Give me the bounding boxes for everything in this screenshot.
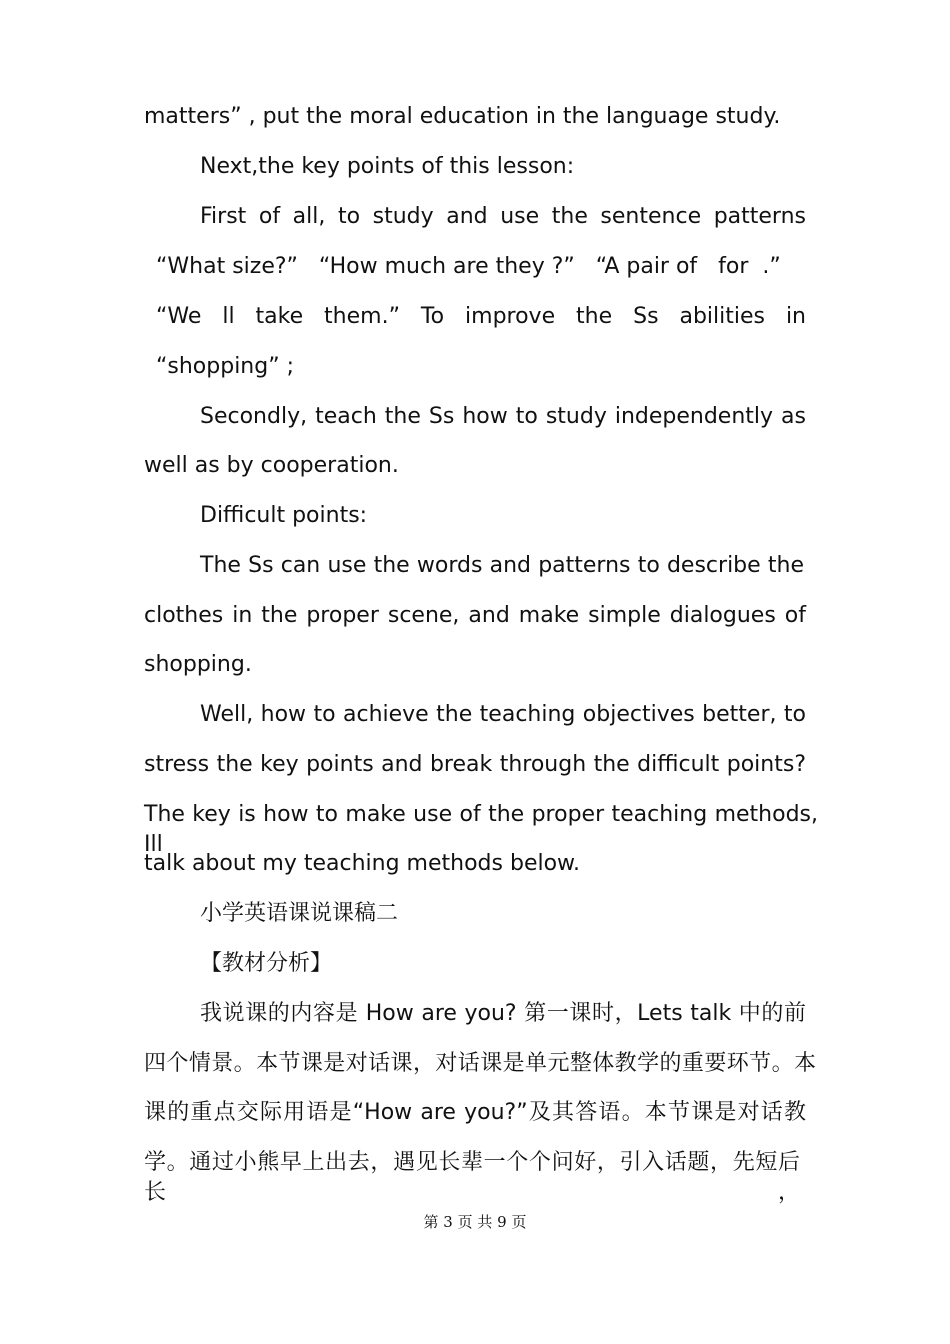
text-line: well as by cooperation.: [144, 453, 399, 478]
text-line: shopping.: [144, 652, 252, 677]
text-line: “shopping” ;: [156, 354, 295, 379]
text-line: Difficult points:: [200, 503, 368, 528]
text-line: clothes in the proper scene, and make simple dialogues of: [144, 603, 806, 628]
text-line: Well, how to achieve the teaching objectives better, to: [200, 702, 806, 727]
text-line: First of all, to study and use the sentence patterns: [200, 204, 806, 229]
text-line: Next,the key points of this lesson:: [200, 154, 575, 179]
text-line: The Ss can use the words and patterns to describe the: [200, 553, 804, 578]
text-line: 四个情景。本节课是对话课，对话课是单元整体教学的重要环节。本: [144, 1051, 816, 1076]
section-title: 小学英语课说课稿二: [200, 901, 399, 926]
text-line: talk about my teaching methods below.: [144, 851, 581, 876]
text-line: “We ll take them.” To improve the Ss abilities in: [156, 304, 806, 329]
text-line: The key is how to make use of the proper teaching methods, Ill: [144, 802, 818, 857]
text-line: “What size?” “How much are they ?” “A pair of for .”: [156, 254, 781, 279]
page-number-footer: 第 3 页 共 9 页: [423, 1213, 527, 1231]
text-line: matters” , put the moral education in the language study.: [144, 104, 781, 129]
text-line: 学。通过小熊早上出去，遇见长辈一个个问好，引入话题，先短后长，: [144, 1150, 800, 1205]
text-line: stress the key points and break through the difficult points?: [144, 752, 806, 777]
text-line: 我说课的内容是 How are you? 第一课时，Lets talk 中的前: [200, 1001, 806, 1026]
text-line: Secondly, teach the Ss how to study independently as: [200, 404, 806, 429]
text-line: 课的重点交际用语是“How are you?”及其答语。本节课是对话教: [144, 1100, 806, 1125]
section-heading: 【教材分析】: [200, 951, 333, 976]
